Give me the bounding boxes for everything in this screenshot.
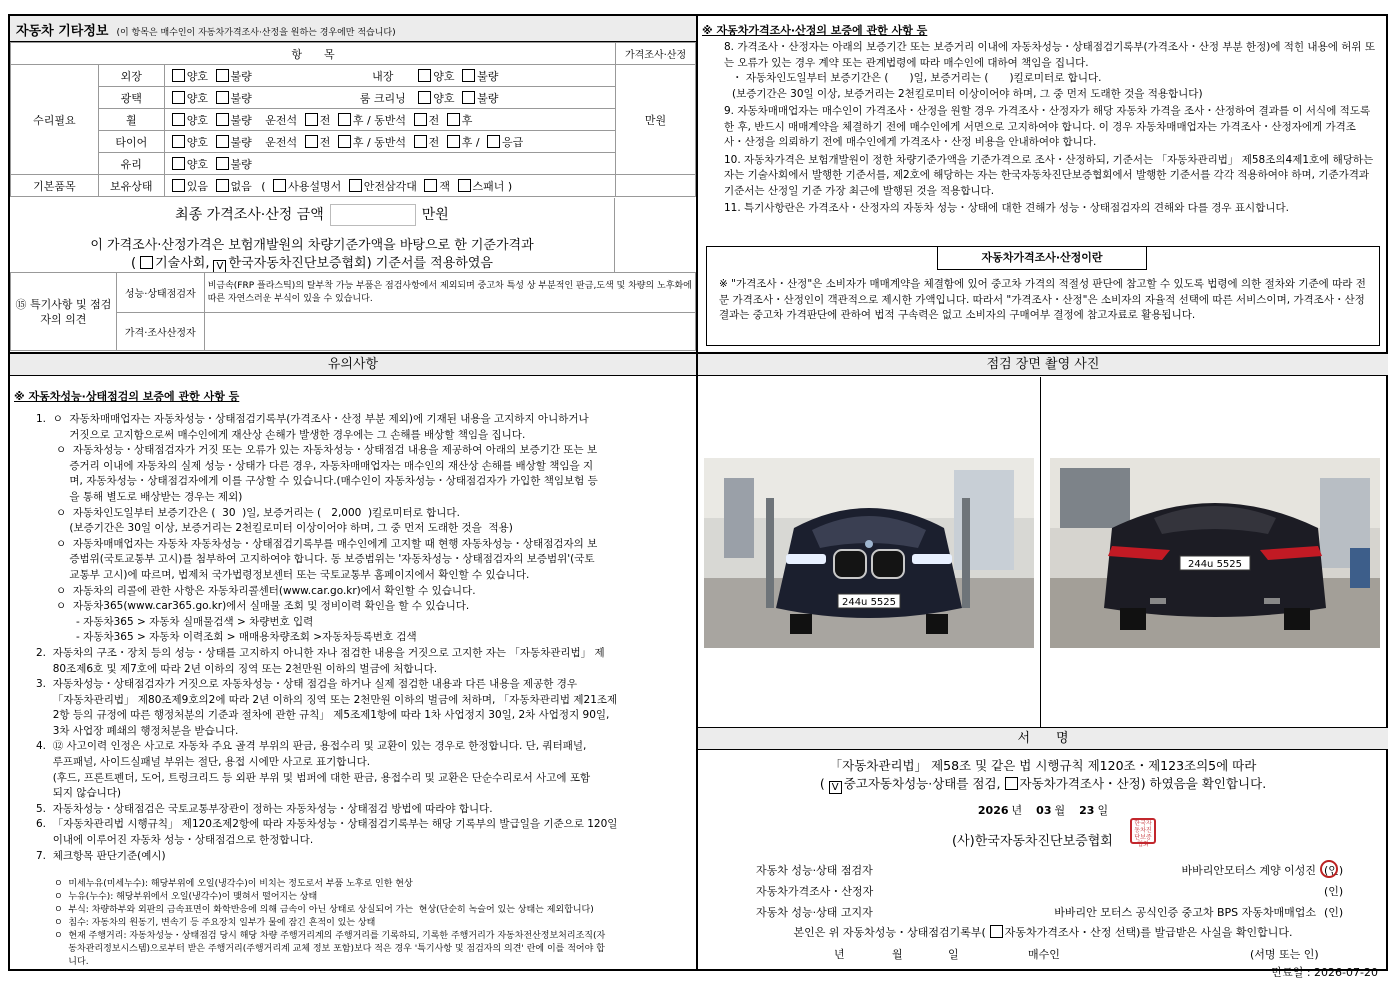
lbl: 월: [892, 948, 903, 961]
lbl: 후 /: [461, 135, 480, 149]
wheel-bad-checkbox[interactable]: [216, 113, 229, 126]
note-line: ㅇ 자동차의 리콜에 관한 사항은 자동차리콜센터(www.car.go.kr)에서 확인할 수 있습니다.: [36, 584, 476, 597]
lbl: 안전삼각대: [363, 179, 417, 193]
notes-title: 유의사항: [10, 354, 696, 376]
signature-role-row: [698, 904, 1388, 924]
interior-bad-checkbox[interactable]: [462, 69, 475, 82]
tire-pass-rear-checkbox[interactable]: [447, 135, 460, 148]
possession-options: [164, 175, 615, 197]
front-photo: [704, 458, 1034, 648]
interior-good-checkbox[interactable]: [418, 69, 431, 82]
lbl: ): [507, 179, 513, 193]
lbl: 전: [319, 135, 331, 149]
inspector-seal: [1320, 860, 1338, 878]
lbl: 불량: [477, 91, 499, 105]
other-info-table: [10, 42, 696, 197]
notes-lines: [36, 412, 692, 864]
basic-label: 기본품목: [11, 175, 99, 197]
lbl: 동반석: [374, 135, 407, 149]
lbl: 동반석: [374, 113, 407, 127]
row-possession: 보유상태: [98, 175, 164, 197]
guarantee-items: [724, 40, 1376, 217]
none-checkbox[interactable]: [216, 179, 229, 192]
wheel-driver-rear-checkbox[interactable]: [338, 113, 351, 126]
signature-title: 서 명: [698, 728, 1388, 750]
final-price-unit: 만원: [421, 207, 449, 223]
lbl: 월: [1054, 804, 1066, 817]
note-line: (후드, 프론트펜더, 도어, 트렁크리드 등 외판 부위 및 범퍼에 대한 판금, 용접수리 및 교환은 단순수리로서 사고에 포함: [36, 771, 591, 784]
note-line: 5. 자동차성능・상태점검은 국토교통부장관이 정하는 자동차성능・상태점검 방법에 따라야 합니다.: [36, 802, 493, 815]
manual-checkbox[interactable]: [273, 179, 286, 192]
item-11: 11. 특기사항란은 가격조사・산정자의 자동차 성능・상태에 대한 견해가 성능・상태점검자의 견해와 다를 경우 표시합니다.: [724, 202, 1289, 214]
lbl: 후 /: [352, 113, 371, 127]
wheel-pass-rear-checkbox[interactable]: [447, 113, 460, 126]
special-label: 특기사항 및 점검자의 의견: [29, 297, 112, 326]
final-price-input[interactable]: [330, 204, 416, 226]
assoc-label: 한국자동차진단보증협회) 기준서를 적용하였음: [228, 256, 493, 271]
note-small-line: 니다.: [54, 957, 89, 967]
title-text: 자동차 기타정보: [16, 24, 109, 39]
lbl: 응급: [502, 135, 524, 149]
notes-heading: ※ 자동차성능·상태점검의 보증에 관한 사항 등: [14, 390, 240, 403]
item-9: 9. 자동차매매업자는 매수인이 가격조사・산정을 원할 경우 가격조사・산정자가 해당 자동차 가격을 조사・산정하여 결과를 이 서식에 적도록 한 후, 반드시 매매계약을 체결하기 전에 매수인에게 서면으로 고지하여야 합니다. 이 경우 자동차매매업자는 가격조사・산정자에게 가격조사・산정을 의뢰하기 전에 매수인에게 가격조사・산정 비용을 안내하여야 합니다.: [724, 105, 1371, 148]
note-line: 7. 체크항목 판단기준(예시): [36, 849, 166, 862]
lbl: 불량: [230, 69, 252, 83]
right-bottom-panel: [698, 354, 1388, 979]
lbl: 양호: [433, 91, 455, 105]
note-line: ㅇ 자동차인도일부터 보증기간은 ( 30 )일, 보증거리는 ( 2,000 )킬로미터로 합니다.: [36, 506, 460, 519]
lbl: 불량: [230, 91, 252, 105]
note-line: 증거리 이내에 자동차의 실제 성능・상태가 다른 경우, 자동차매매업자는 매수인의 재산상 손해를 배상할 책임을 지: [36, 459, 594, 472]
wheel-good-checkbox[interactable]: [172, 113, 185, 126]
row-wheel: 휠: [98, 109, 164, 131]
final-price-label: 최종 가격조사·산정 금액: [175, 207, 324, 223]
rear-plate-text: 244u 5525: [1187, 559, 1243, 570]
perf-confirm-checkbox[interactable]: V: [829, 781, 842, 794]
note-small-line: ㅇ 누유(누수): 해당부위에서 오일(냉각수)이 맺혀서 떨어지는 상태: [54, 892, 318, 902]
gloss-bad-checkbox[interactable]: [216, 91, 229, 104]
lbl: 후 /: [352, 135, 371, 149]
note-small-line: ㅇ 침수: 자동차의 원동기, 변속기 등 주요장치 일부가 물에 잠긴 흔적이 있는 상태: [54, 918, 376, 928]
definition-text: ※ "가격조사・산정"은 소비자가 매매계약을 체결함에 있어 중고차 가격의 적절성 판단에 참고할 수 있도록 법령에 의한 절차와 기준에 따라 전문 가격조사・산정인이 객관적으로 제시한 가액입니다. 따라서 "가격조사・산정"은 소비자의 자율적 선택에 따른 서비스이며, 가격조사・산정 결과는 중고차 가격판단에 관하여 법적 구속력은 없고 소비자의 구매여부 결정에 참고자료로 활용됩니다.: [719, 278, 1366, 321]
price-assessor-label: 가격·조사산정자: [116, 313, 204, 351]
gloss-options: [164, 87, 615, 109]
glass-bad-checkbox[interactable]: [216, 157, 229, 170]
assoc-checkbox[interactable]: V: [213, 260, 226, 273]
special-num: ⑮: [15, 297, 27, 311]
lbl: 양호: [433, 69, 455, 83]
gloss-good-checkbox[interactable]: [172, 91, 185, 104]
note-line: ㅇ 자동차365(www.car365.go.kr)에서 실매물 조회 및 정비이력 확인을 할 수 있습니다.: [36, 600, 470, 613]
row-exterior: 외장: [98, 65, 164, 87]
photos-title: 점검 장면 촬영 사진: [698, 354, 1388, 376]
glass-good-checkbox[interactable]: [172, 157, 185, 170]
room-bad-checkbox[interactable]: [462, 91, 475, 104]
tire-options: [164, 131, 615, 153]
note-line: 3. 자동차성능・상태점검자가 거짓으로 자동차성능・상태 점검을 하거나 실제 점검한 내용과 다른 내용을 제공한 경우: [36, 678, 577, 691]
row-tire: 타이어: [98, 131, 164, 153]
lbl: 스패너: [472, 179, 505, 193]
notes-small-lines: [54, 878, 694, 969]
note-line: 6. 「자동차관리법 시행규칙」 제120조제2항에 따라 자동차성능・상태점검기록부는 해당 기록부의 발급일을 기준으로 120일: [36, 818, 618, 831]
note-line: 「자동차관리법」 제80조제9호의2에 따라 2년 이하의 징역 또는 2천만원 이하의 벌금에 처하며, 「자동차관리법 제21조제: [36, 693, 618, 706]
note-line: 루프패널, 사이드실패널 부위는 절단, 용접 시에만 사고로 표기합니다.: [36, 756, 371, 769]
lbl: 있음: [186, 179, 209, 193]
row-room-clean: 룸 크리닝: [359, 91, 406, 105]
final-price-line: [10, 204, 614, 226]
tire-good-checkbox[interactable]: [172, 135, 185, 148]
tire-bad-checkbox[interactable]: [216, 135, 229, 148]
lbl: (: [261, 179, 266, 193]
triangle-checkbox[interactable]: [349, 179, 362, 192]
spanner-checkbox[interactable]: [458, 179, 471, 192]
lbl: 년: [1011, 804, 1023, 817]
other-info-title: [10, 16, 696, 42]
note-line: 되지 않습니다): [36, 787, 121, 800]
item-8-period: ・ 자동차인도일부터 보증기간은 ( )일, 보증거리는 ( )킬로미터로 합니다.: [732, 72, 1102, 84]
definition-title: 자동차가격조사·산정이란: [937, 246, 1147, 270]
month: 03: [1036, 804, 1052, 817]
lbl: 운전석: [265, 113, 298, 127]
tire-pass-front-checkbox[interactable]: [414, 135, 427, 148]
unit-won: 만원: [616, 65, 696, 175]
repair-label: 수리필요: [11, 65, 99, 175]
note-line: 3차 사업장 폐쇄의 행정처분을 받습니다.: [36, 724, 239, 737]
lbl: 양호: [186, 135, 209, 149]
seal-text: 한국자동차진단보증협회: [1134, 820, 1152, 848]
tech-society-checkbox[interactable]: [140, 256, 153, 269]
front-car-image: [704, 458, 1034, 648]
note-line: - 자동차365 > 자동차 실매물검색 > 차량번호 입력: [36, 615, 314, 628]
note-line: 이내에 이루어진 자동차 성능・상태점검으로 한정합니다.: [36, 834, 314, 847]
sign-date: [698, 802, 1388, 818]
row-gloss: 광택: [98, 87, 164, 109]
note-line: - 자동차365 > 자동차 이력조회 > 매매용차량조회 >자동차등록번호 검색: [36, 631, 417, 644]
note-line: 80조제6호 및 제7호에 따라 2년 이하의 징역 또는 2천만원 이하의 벌금에 처합니다.: [36, 662, 438, 675]
lbl: (: [131, 256, 137, 271]
org-name: (사)한국자동차진단보증협회: [952, 834, 1113, 849]
note-line: 거짓으로 고지함으로써 매수인에게 재산상 손해가 발생한 경우에는 그 손해를 배상할 책임을 집니다.: [36, 428, 526, 441]
perf-checker-opinion: 비금속(FRP 플라스틱)의 탈부착 가능 부품은 점검사항에서 제외되며 중고차 특성 상 부분적인 판금,도색 및 차량의 노후화에 따른 자연스러운 부식이 있을 수 있습니다.: [204, 273, 695, 313]
lbl: 전: [319, 113, 331, 127]
wheel-options: [164, 109, 615, 131]
lbl: 양호: [186, 69, 209, 83]
price-col-ext: [614, 198, 696, 272]
photo-divider: [1040, 377, 1041, 727]
year: 2026: [977, 804, 1009, 817]
note-line: 며, 자동차성능・상태점검자에게 이를 구상할 수 있습니다.(매수인이 자동차성능・상태점검자가 가입한 책임보험 등: [36, 475, 598, 488]
note-line: 2항 등의 규정에 따른 행정처분의 기준과 절차에 관한 규칙」 제5조제1항에 따라 1차 사업정지 30일, 2차 사업정지 90일,: [36, 709, 610, 722]
special-label-cell: [11, 273, 117, 351]
lbl: 불량: [230, 113, 252, 127]
note-small-line: ㅇ 현재 주행거리: 자동차성능・상태점검 당시 해당 차량 주행거리계의 주행거리를 기록하되, 기록한 주행거리가 자동차전산정보처리조직(자: [54, 931, 606, 941]
room-good-checkbox[interactable]: [418, 91, 431, 104]
lbl: 년: [834, 948, 845, 961]
tire-driver-front-checkbox[interactable]: [305, 135, 318, 148]
lbl: 양호: [186, 91, 209, 105]
role-name: 바바리안모터스 계양 이성진: [1181, 864, 1316, 877]
perf-confirm-label: 중고자동차성능·상태를 점검,: [843, 776, 1001, 791]
lbl: 양호: [186, 157, 209, 171]
note-line: 증범위(국토교통부 고시)를 첨부하여 고지하여야 합니다. 동 보증범위는 '자동차성능・상태점검자의 보증범위'(국토: [36, 553, 595, 566]
note-line: (보증기간은 30일 이상, 보증거리는 2천킬로미터 이상이어야 하며, 그 중 먼저 도래한 것을 적용): [36, 522, 513, 535]
perf-checker-label: 성능·상태점검자: [116, 273, 204, 313]
note-small-line: ㅇ 부식: 차량하부와 외판의 금속표면이 화학반응에 의해 금속이 아닌 상태로 상실되어 가는 현상(단순히 녹슬어 있는 상태는 제외합니다): [54, 905, 594, 915]
role-label: 자동차 성능·상태 고지자: [756, 906, 873, 919]
guarantee-panel: [698, 16, 1388, 352]
exterior-good-checkbox[interactable]: [172, 69, 185, 82]
have-checkbox[interactable]: [172, 179, 185, 192]
role-mark: (인): [1324, 906, 1344, 919]
lbl: 운전석: [265, 135, 298, 149]
note-line: 교통부 고시)에 따르며, 법제처 국가법령정보센터 또는 국토교통부 홈페이지에서 확인할 수 있습니다.: [36, 568, 530, 581]
wheel-pass-front-checkbox[interactable]: [414, 113, 427, 126]
document-frame: [8, 14, 1388, 979]
note-line: 4. ⑫ 사고이력 인정은 사고로 자동차 주요 골격 부위의 판금, 용접수리 및 교환이 있는 경우로 한정합니다. 단, 쿼터패널,: [36, 740, 587, 753]
col-item-header: 항 목: [11, 43, 616, 65]
jack-checkbox[interactable]: [424, 179, 437, 192]
lbl: 후: [461, 113, 473, 127]
possession-price: [616, 175, 696, 197]
note-line: 2. 자동차의 구조・장치 등의 성능・상태를 고지하지 아니한 자나 점검한 내용을 거짓으로 고지한 자는 「자동차관리법」 제: [36, 646, 605, 659]
sign-hint: (서명 또는 인): [1250, 948, 1319, 961]
item-10: 10. 자동차가격은 보험개발원이 정한 차량기준가액을 기준가격으로 조사・산정하되, 기준서는 「자동차관리법」 제58조의4제1호에 해당하는 자는 기술사회에서 발행한 기준서를, 제2호에 해당하는 자는 한국자동차진단보증협회에서 발행한 기준서를 각각 적용하여야 하며, 기준가격과 기준서는 산정일 기준 가장 최근에 발행된 것을 적용합니다.: [724, 153, 1374, 197]
tire-driver-rear-checkbox[interactable]: [338, 135, 351, 148]
role-mark: (인): [1324, 864, 1344, 877]
row-glass: 유리: [98, 153, 164, 175]
lbl: 불량: [477, 69, 499, 83]
law-line: 「자동차관리법」 제58조 및 같은 법 시행규칙 제120조・제123조의5에 따라: [829, 758, 1257, 773]
lbl: 양호: [186, 113, 209, 127]
org-seal: [1130, 818, 1156, 848]
lbl: (: [819, 776, 825, 791]
lbl: 전: [428, 135, 440, 149]
note-line: ㅇ 자동차성능・상태점검자가 거짓 또는 오류가 있는 자동차성능・상태점검 내용을 제공하여 아래의 보증기간 또는 보: [36, 444, 598, 457]
item-8: 8. 가격조사・산정자는 아래의 보증기간 또는 보증거리 이내에 자동차성능・상태점검기록부(가격조사・산정 부분 한정)에 적힌 내용에 허위 또는 오류가 있는 경우 계약 또는 관계법령에 따라 매수인에 대하여 책임을 집니다.: [724, 41, 1375, 69]
lbl: 불량: [230, 157, 252, 171]
consent-b: 자동차가격조사・산정 선택)를 발급받은 사실을 확인합니다.: [1004, 926, 1293, 939]
lbl: 일: [948, 948, 959, 961]
lbl: 없음: [230, 179, 252, 193]
role-mark: (인): [1324, 885, 1344, 898]
lbl: 불량: [230, 135, 252, 149]
day: 23: [1079, 804, 1095, 817]
consent-line: [698, 924, 1388, 940]
role-label: 자동차 성능·상태 점검자: [756, 864, 873, 877]
price-assessor-opinion[interactable]: [204, 313, 695, 351]
col-price-header: 가격조사·산정: [616, 43, 696, 65]
guarantee-heading: ※ 자동차가격조사·산정의 보증에 관한 사항 등: [702, 24, 928, 37]
note-line: ㅇ 자동차매매업자는 자동차 자동차성능・상태점검기록부를 매수인에게 고지할 때 현행 자동차성능・상태점검자의 보: [36, 537, 598, 550]
exterior-options: [164, 65, 615, 87]
role-label: 자동차가격조사・산정자: [756, 885, 874, 898]
consent-checkbox[interactable]: [990, 925, 1003, 938]
tech-society-label: 기술사회,: [155, 256, 210, 271]
notes-panel: [10, 354, 696, 973]
row-interior: 내장: [372, 69, 394, 83]
price-confirm-checkbox[interactable]: [1005, 777, 1018, 790]
note-small-line: 동차관리정보시스템)으로부터 받은 주행거리(주행거리계 교체 정보 포함)보다 적은 경우 '특기사항 및 점검자의 의견' 란에 이를 적어야 합: [54, 944, 605, 954]
glass-options: [164, 153, 615, 175]
special-notes-table: [10, 272, 696, 351]
price-confirm-label: 자동차가격조사・산정) 하였음을 확인합니다.: [1019, 776, 1267, 791]
exterior-bad-checkbox[interactable]: [216, 69, 229, 82]
title-note: (이 항목은 매수인이 자동차가격조사·산정을 원하는 경우에만 적습니다): [116, 28, 396, 38]
consent-a: 본인은 위 자동차성능・상태점검기록부(: [793, 926, 986, 939]
rear-car-image: [1050, 458, 1380, 648]
lbl: 사용설명서: [288, 179, 342, 193]
lbl: 일: [1097, 804, 1109, 817]
rear-photo: [1050, 458, 1380, 648]
price-definition-box: [706, 246, 1380, 346]
role-name: 바바리안 모터스 공식인증 중고차 BPS 자동차매매업소: [1054, 906, 1316, 919]
tire-spare-checkbox[interactable]: [487, 135, 500, 148]
lbl: 잭: [439, 179, 451, 193]
confirm-line: [698, 774, 1388, 794]
standard-line: [10, 252, 614, 273]
note-line: 1. ㅇ 자동차매매업자는 자동차성능・상태점검기록부(가격조사・산정 부분 제외)에 기재된 내용을 고지하지 아니하거나: [36, 413, 589, 425]
signature-role-row: [698, 862, 1388, 882]
front-plate-text: 244u 5525: [841, 597, 897, 608]
note-small-line: ㅇ 미세누유(미세누수): 해당부위에 오일(냉각수)이 비치는 정도로서 부품 노후로 인한 현상: [54, 879, 413, 889]
wheel-driver-front-checkbox[interactable]: [305, 113, 318, 126]
buyer-label: 매수인: [1028, 948, 1060, 961]
expiry-date: 만료일 : 2026-07-20: [1271, 966, 1378, 979]
other-info-panel: [10, 16, 696, 352]
signature-role-row: [698, 883, 1388, 903]
lbl: 전: [428, 113, 440, 127]
item-8-note: (보증기간은 30일 이상, 보증거리는 2천킬로미터 이상이어야 하며, 그 중 먼저 도래한 것을 적용합니다): [732, 87, 1203, 100]
basis-line: 이 가격조사·산정가격은 보험개발원의 차량기준가액을 바탕으로 한 기준가격과: [90, 238, 534, 253]
note-line: 을 통해 별도로 배상받는 경우는 제외): [36, 490, 243, 503]
